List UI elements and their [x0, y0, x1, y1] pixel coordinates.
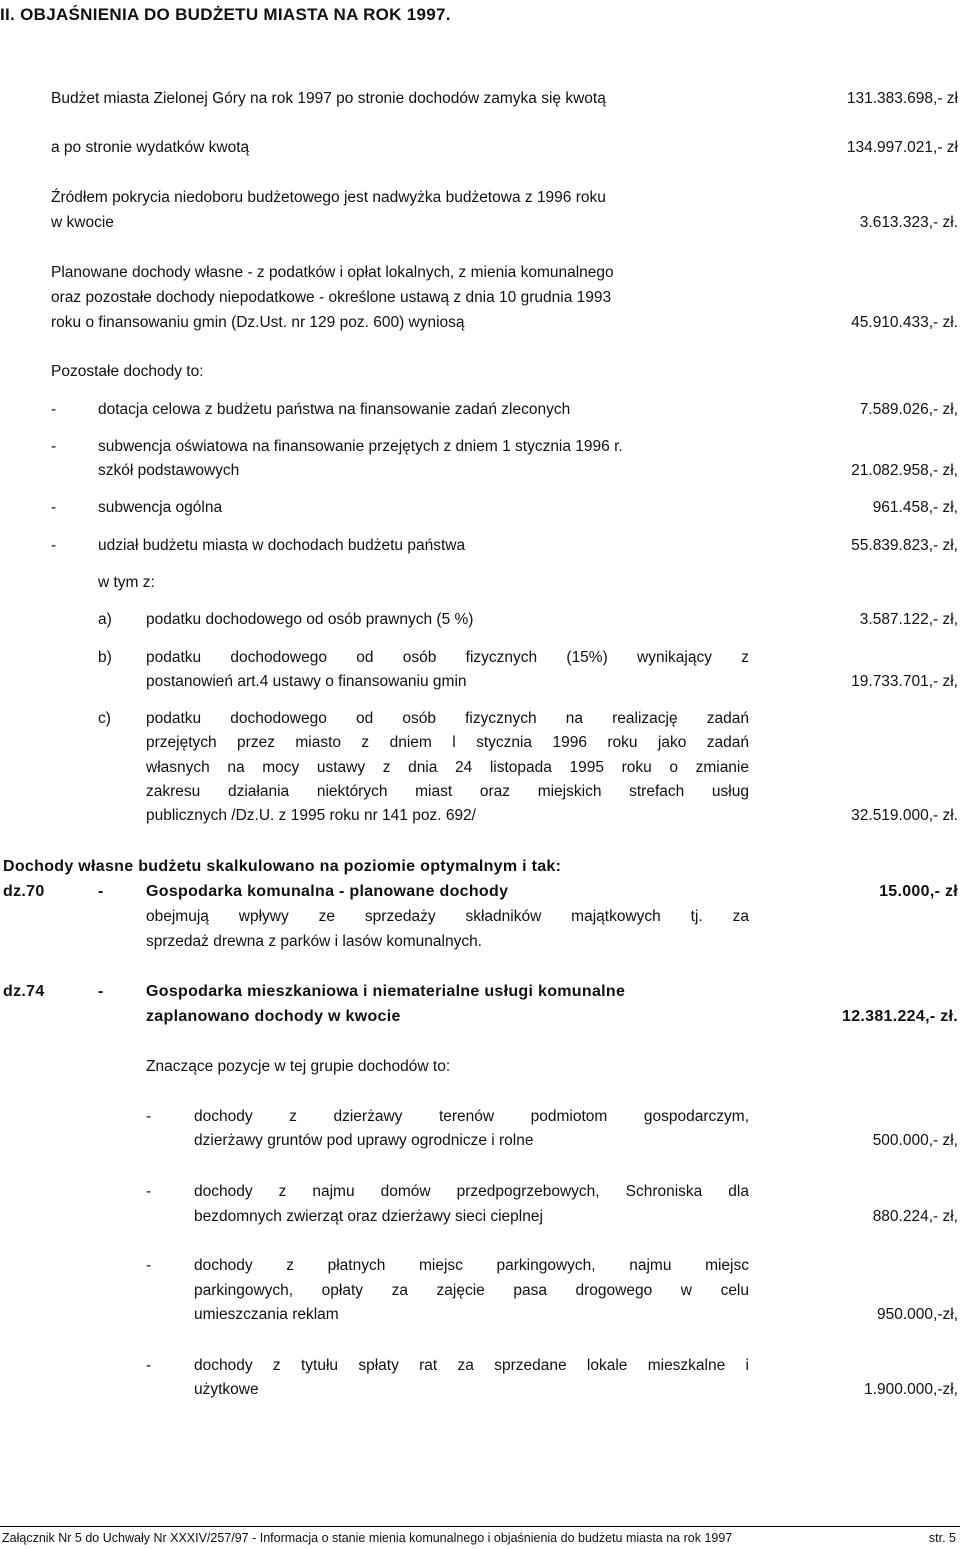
- item-rental-2: bezdomnych zwierząt oraz dzierżawy sieci cieplnej: [194, 1208, 543, 1225]
- intro-value-expenses: 134.997.021,- zł: [846, 139, 958, 156]
- item-parking-1: dochody z płatnych miejsc parkingowych, najmu miejsc: [194, 1257, 749, 1274]
- other-item-general-subsidy: subwencja ogólna: [98, 499, 223, 516]
- list-dash: -: [146, 1357, 152, 1374]
- page-title: II. OBJAŚNIENIA DO BUDŻETU MIASTA NA ROK 1997.: [0, 5, 451, 24]
- section-title-dz74-1: Gospodarka mieszkaniowa i niematerialne usługi komunalne: [146, 983, 626, 1000]
- other-item-grant: dotacja celowa z budżetu państwa na finansowanie zadań zleconych: [98, 401, 571, 418]
- section-title-dz74-2: zaplanowano dochody w kwocie: [146, 1008, 401, 1025]
- sub-item-personal-tax-1: podatku dochodowego od osób fizycznych (15%) wynikający z: [146, 649, 749, 666]
- item-lease-2: dzierżawy gruntów pod uprawy ogrodnicze i rolne: [194, 1132, 534, 1149]
- intro-line-surplus-1: Źródłem pokrycia niedoboru budżetowego jest nadwyżka budżetowa z 1996 roku: [51, 189, 606, 206]
- sub-item-tasks-2: przejętych przez miasto z dniem l stycznia 1996 roku jako zadań: [146, 734, 749, 751]
- value-premises: 1.900.000,-zł,: [864, 1381, 958, 1398]
- section-dash: -: [98, 883, 104, 900]
- footer-divider: [0, 1526, 960, 1527]
- other-value-education: 21.082.958,- zł,: [851, 462, 958, 479]
- sub-item-letter: a): [98, 611, 112, 628]
- intro-value-own: 45.910.433,- zł.: [851, 314, 958, 331]
- section-dash: -: [98, 983, 104, 1000]
- sub-item-tasks-3: własnych na mocy ustawy z dnia 24 listopada 1995 roku o zmianie: [146, 759, 749, 776]
- sub-value-tasks: 32.519.000,- zł.: [851, 807, 958, 824]
- list-dash: -: [146, 1108, 152, 1125]
- other-item-education-1: subwencja oświatowa na finansowanie przejętych z dniem 1 stycznia 1996 r.: [98, 438, 623, 455]
- other-item-state-share: udział budżetu miasta w dochodach budżetu państwa: [98, 537, 466, 554]
- item-rental-1: dochody z najmu domów przedpogrzebowych, Schroniska dla: [194, 1183, 749, 1200]
- sub-item-letter: b): [98, 649, 112, 666]
- value-rental: 880.224,- zł,: [872, 1208, 958, 1225]
- list-dash: -: [51, 438, 57, 455]
- footer-page-number: str. 5: [928, 1531, 956, 1545]
- item-parking-2: parkingowych, opłaty za zajęcie pasa drogowego w celu: [194, 1282, 749, 1299]
- item-premises-2: użytkowe: [194, 1381, 259, 1398]
- other-value-state-share: 55.839.823,- zł,: [851, 537, 958, 554]
- sub-value-corporate-tax: 3.587.122,- zł,: [859, 611, 958, 628]
- list-dash: -: [146, 1257, 152, 1274]
- other-item-education-2: szkół podstawowych: [98, 462, 240, 479]
- section-title-dz70: Gospodarka komunalna - planowane dochody: [146, 883, 509, 900]
- intro-line-own-3: roku o finansowaniu gmin (Dz.Ust. nr 129 poz. 600) wyniosą: [51, 314, 465, 331]
- item-parking-3: umieszczania reklam: [194, 1306, 339, 1323]
- intro-value-income: 131.383.698,- zł: [846, 90, 958, 107]
- value-parking: 950.000,-zł,: [877, 1306, 958, 1323]
- section-desc-dz70-1: obejmują wpływy ze sprzedaży składników majątkowych tj. za: [146, 908, 749, 925]
- section-code-dz70: dz.70: [3, 883, 45, 900]
- item-lease-1: dochody z dzierżawy terenów podmiotom gospodarczym,: [194, 1108, 749, 1125]
- item-premises-1: dochody z tytułu spłaty rat za sprzedane lokale mieszkalne i: [194, 1357, 749, 1374]
- other-heading: Pozostałe dochody to:: [51, 363, 204, 380]
- sub-item-tasks-4: zakresu działania niektórych miast oraz miejskich strefach usług: [146, 783, 749, 800]
- footer-text: Załącznik Nr 5 do Uchwały Nr XXXIV/257/97 - Informacja o stanie mienia komunalnego i objaśnienia do budżetu miasta na rok 1997: [2, 1531, 733, 1545]
- list-dash: -: [51, 499, 57, 516]
- sub-item-letter: c): [98, 710, 111, 727]
- list-dash: -: [51, 537, 57, 554]
- sub-item-personal-tax-2: postanowień art.4 ustawy o finansowaniu gmin: [146, 673, 467, 690]
- intro-line-income: Budżet miasta Zielonej Góry na rok 1997 po stronie dochodów zamyka się kwotą: [51, 90, 606, 107]
- sub-item-tasks-1: podatku dochodowego od osób fizycznych na realizację zadań: [146, 710, 749, 727]
- own-income-heading: Dochody własne budżetu skalkulowano na poziomie optymalnym i tak:: [3, 858, 562, 875]
- value-lease: 500.000,- zł,: [872, 1132, 958, 1149]
- intro-line-expenses: a po stronie wydatków kwotą: [51, 139, 250, 156]
- intro-line-own-1: Planowane dochody własne - z podatków i opłat lokalnych, z mienia komunalnego: [51, 264, 614, 281]
- sub-item-corporate-tax: podatku dochodowego od osób prawnych (5 %): [146, 611, 474, 628]
- list-dash: -: [51, 401, 57, 418]
- intro-line-surplus-2: w kwocie: [51, 214, 114, 231]
- section-value-dz74: 12.381.224,- zł.: [842, 1008, 958, 1025]
- sub-item-tasks-5: publicznych /Dz.U. z 1995 roku nr 141 poz. 692/: [146, 807, 476, 824]
- other-value-general-subsidy: 961.458,- zł,: [872, 499, 958, 516]
- intro-line-own-2: oraz pozostałe dochody niepodatkowe - określone ustawą z dnia 10 grudnia 1993: [51, 289, 612, 306]
- list-dash: -: [146, 1183, 152, 1200]
- of-which-label: w tym z:: [98, 574, 155, 591]
- section-desc-dz70-2: sprzedaż drewna z parków i lasów komunalnych.: [146, 933, 482, 950]
- intro-value-surplus: 3.613.323,- zł.: [859, 214, 958, 231]
- sub-value-personal-tax: 19.733.701,- zł,: [851, 673, 958, 690]
- significant-items-heading: Znaczące pozycje w tej grupie dochodów to:: [146, 1058, 451, 1075]
- other-value-grant: 7.589.026,- zł,: [859, 401, 958, 418]
- section-code-dz74: dz.74: [3, 983, 45, 1000]
- section-value-dz70: 15.000,- zł: [879, 883, 958, 900]
